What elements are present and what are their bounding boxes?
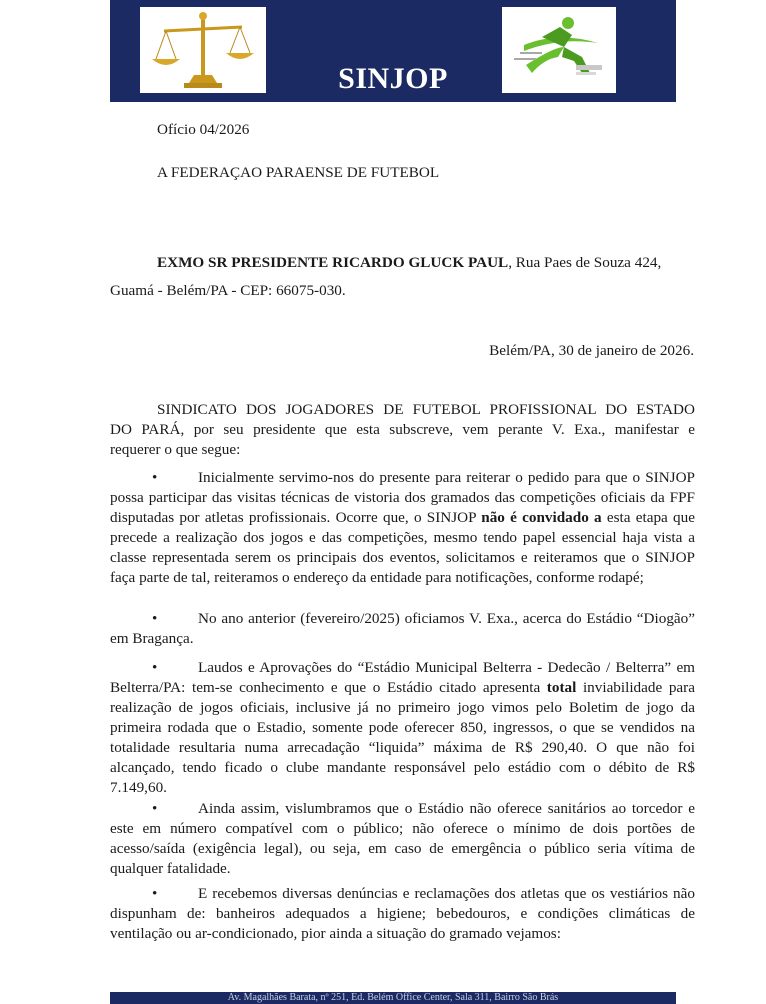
bullet-marker: • (152, 885, 158, 902)
paragraph-estadio-diogao: • No ano anterior (fevereiro/2025) oficiamos V. Exa., acerca do Estádio “Diogão” em Bragança. (110, 610, 695, 647)
bullet-marker: • (152, 800, 158, 817)
intro-line-1: SINDICATO DOS JOGADORES DE FUTEBOL PROFISSIONAL DO ESTADO (157, 401, 695, 418)
letter-date: Belém/PA, 30 de janeiro de 2026. (489, 342, 694, 359)
letterhead-title: SINJOP (338, 62, 448, 95)
intro-line-3: requerer o que segue: (110, 441, 241, 458)
letterhead-band (110, 0, 676, 102)
footer-address: Av. Magalhães Barata, nº 251, Ed. Belém Office Center, Sala 311, Bairro São Brás (227, 992, 559, 1003)
letter-addressee: A FEDERAÇAO PARAENSE DE FUTEBOL (157, 164, 440, 181)
intro-line-2: DO PARÁ, por seu presidente que esta subscreve, vem perante V. Exa., manifestar e (110, 421, 695, 438)
recipient-address-city: Guamá - Belém/PA - CEP: 66075-030. (110, 282, 346, 299)
recipient-line-1 (157, 253, 695, 273)
paragraph-sanitarios: • Ainda assim, vislumbramos que o Estádio não oferece sanitários ao torcedor e este em número compatível com o público; não oferece o mínimo de dois portões de acesso/saída (exigência legal), ou seja, em caso de emergência o público seria vítima de qualquer fatalidade. (110, 800, 695, 877)
paragraph-vestiarios: • E recebemos diversas denúncias e reclamações dos atletas que os vestiários não dispunham de: banheiros adequados a higiene; bebedouros, e condições climáticas de ventilação ou ar-condicionado, pior ainda a situação do gramado vejamos: (110, 885, 695, 942)
bullet-marker: • (152, 610, 158, 627)
bullet-marker: • (152, 659, 158, 676)
paragraph-estadio-belterra: • Laudos e Aprovações do “Estádio Municipal Belterra - Dedecão / Belterra” em Belterra/PA: tem-se conhecimento e que o Estádio citado apresenta total inviabilidade para realização de jogos oficiais, inclusive já no primeiro jogo vimos pelo Boletim de jogo da primeira rodada que o Estadio, somente pode oferecer 850, ingressos, o que se vendidos na totalidade resultaria numa arrecadação “liquida” máxima de R$ 290,40. O que não foi alcançado, tendo ficado o clube mandante responsável pelo estádio com o débito de R$ 7.149,60. (110, 659, 695, 796)
recipient-address-street: , Rua Paes de Souza 424, (508, 254, 662, 271)
paragraph-visitas-tecnicas: • Inicialmente servimo-nos do presente para reiterar o pedido para que o SINJOP possa participar das visitas técnicas de vistoria dos gramados das competições oficiais da FPF disputadas por atletas profissionais. Ocorre que, o SINJOP não é convidado a esta etapa que precede a realização dos jogos e das competições, mesmo tendo papel essencial haja vista a classe representada serem os principais dos eventos, solicitamos e reiteramos que o SINJOP faça parte de tal, reiteramos o endereço da entidade para notificações, conforme rodapé; (110, 469, 695, 586)
recipient-name: EXMO SR PRESIDENTE RICARDO GLUCK PAUL (157, 254, 509, 271)
footer-address-band (110, 992, 676, 1004)
emphasis-nao-convidado: não é convidado a (481, 509, 602, 526)
bullet-marker: • (152, 469, 158, 486)
letter-reference: Ofício 04/2026 (157, 121, 250, 138)
emphasis-total: total (546, 679, 577, 696)
